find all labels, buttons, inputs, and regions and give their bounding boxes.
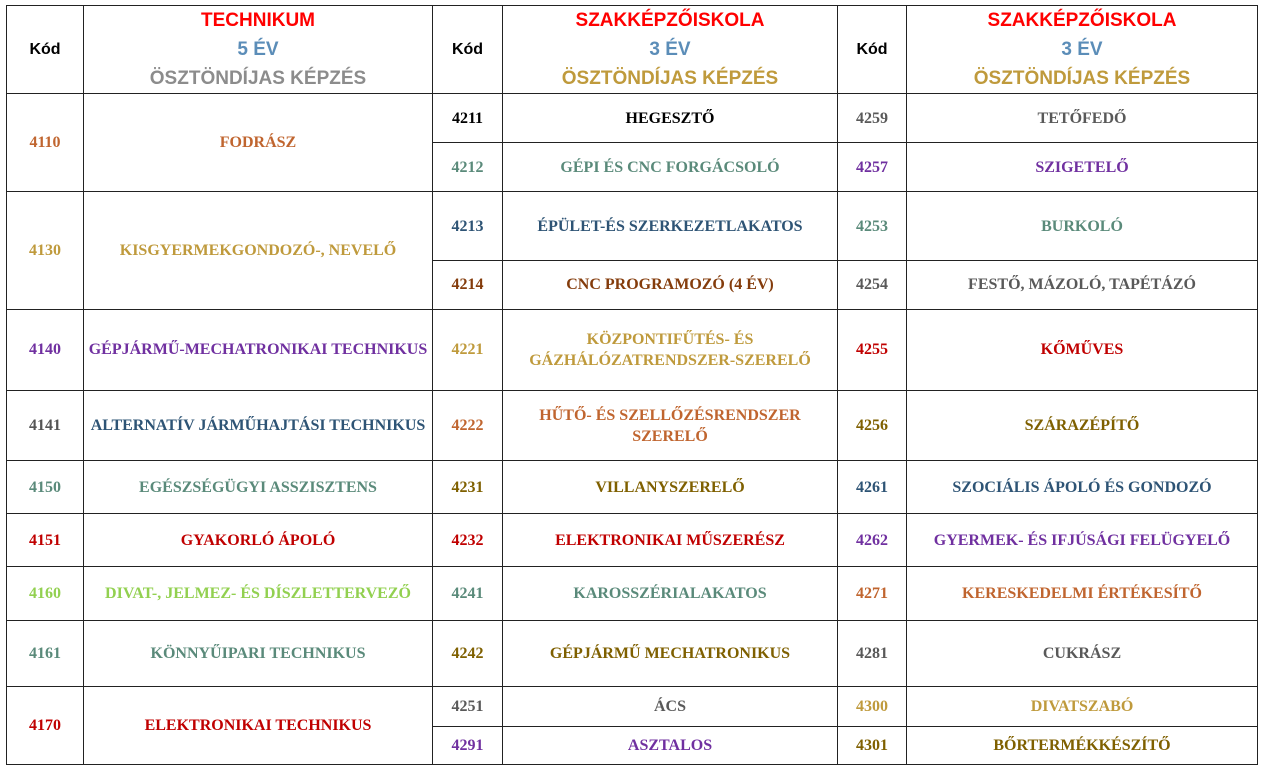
technikum-name: FODRÁSZ	[84, 94, 433, 192]
table-row	[7, 461, 1258, 514]
table-row	[7, 686, 1258, 726]
technikum-name: ALTERNATÍV JÁRMŰHAJTÁSI TECHNIKUS	[84, 390, 433, 460]
szakkepzo1-name: GÉPI ÉS CNC FORGÁCSOLÓ	[503, 143, 838, 192]
training-table	[6, 5, 1258, 765]
technikum-name: EGÉSZSÉGÜGYI ASSZISZTENS	[84, 461, 433, 514]
technikum-name: GYAKORLÓ ÁPOLÓ	[84, 514, 433, 567]
technikum-header	[84, 6, 433, 94]
szakkepzo1-code: 4291	[433, 726, 503, 764]
szakkepzo1-name: ELEKTRONIKAI MŰSZERÉSZ	[503, 514, 838, 567]
szakkepzo1-code: 4211	[433, 94, 503, 143]
technikum-subtitle: ÖSZTÖNDÍJAS KÉPZÉS	[149, 68, 367, 90]
szakkepzo1-code: 4222	[433, 390, 503, 460]
technikum-name: KÖNNYŰIPARI TECHNIKUS	[84, 620, 433, 686]
szakkepzo1-code: 4241	[433, 567, 503, 620]
table-row	[7, 620, 1258, 686]
szakkepzo1-name: VILLANYSZERELŐ	[503, 461, 838, 514]
szakkepzo2-name: GYERMEK- ÉS IFJÚSÁGI FELÜGYELŐ	[907, 514, 1258, 567]
szakkepzo1-name: ÉPÜLET-ÉS SZERKEZETLAKATOS	[503, 192, 838, 260]
szakkepzo2-code: 4253	[838, 192, 907, 260]
technikum-code: 4110	[7, 94, 84, 192]
szakkepzo1-header	[503, 6, 838, 94]
szakkepzo2-code: 4256	[838, 390, 907, 460]
table-row	[7, 309, 1258, 390]
szakkepzo1-name: HŰTŐ- ÉS SZELLŐZÉSRENDSZER SZERELŐ	[503, 390, 838, 460]
technikum-name: KISGYERMEKGONDOZÓ-, NEVELŐ	[84, 192, 433, 309]
szakkepzo2-subtitle: ÖSZTÖNDÍJAS KÉPZÉS	[973, 68, 1191, 90]
szakkepzo1-title: SZAKKÉPZŐISKOLA	[575, 10, 765, 32]
technikum-code: 4161	[7, 620, 84, 686]
szakkepzo2-code: 4255	[838, 309, 907, 390]
szakkepzo2-code: 4257	[838, 143, 907, 192]
technikum-code: 4140	[7, 309, 84, 390]
szakkepzo1-code: 4251	[433, 686, 503, 726]
szakkepzo2-code: 4261	[838, 461, 907, 514]
table-row	[7, 514, 1258, 567]
szakkepzo2-years: 3 ÉV	[1061, 39, 1103, 61]
technikum-code: 4141	[7, 390, 84, 460]
header-row	[7, 6, 1258, 94]
szakkepzo1-years: 3 ÉV	[649, 39, 691, 61]
szakkepzo2-code: 4254	[838, 260, 907, 309]
kod-header-szakkepzo2: Kód	[838, 6, 907, 94]
szakkepzo2-name: DIVATSZABÓ	[907, 686, 1258, 726]
szakkepzo1-name: CNC PROGRAMOZÓ (4 ÉV)	[503, 260, 838, 309]
szakkepzo1-code: 4214	[433, 260, 503, 309]
szakkepzo2-name: TETŐFEDŐ	[907, 94, 1258, 143]
kod-header-technikum: Kód	[7, 6, 84, 94]
szakkepzo1-subtitle: ÖSZTÖNDÍJAS KÉPZÉS	[561, 68, 779, 90]
szakkepzo2-name: KŐMŰVES	[907, 309, 1258, 390]
technikum-code: 4130	[7, 192, 84, 309]
technikum-code: 4151	[7, 514, 84, 567]
szakkepzo1-code: 4221	[433, 309, 503, 390]
technikum-name: GÉPJÁRMŰ-MECHATRONIKAI TECHNIKUS	[84, 309, 433, 390]
technikum-code: 4160	[7, 567, 84, 620]
szakkepzo2-code: 4271	[838, 567, 907, 620]
szakkepzo1-name: GÉPJÁRMŰ MECHATRONIKUS	[503, 620, 838, 686]
technikum-code: 4170	[7, 686, 84, 764]
szakkepzo1-code: 4212	[433, 143, 503, 192]
szakkepzo2-header	[907, 6, 1258, 94]
szakkepzo2-code: 4301	[838, 726, 907, 764]
szakkepzo2-name: CUKRÁSZ	[907, 620, 1258, 686]
technikum-title: TECHNIKUM	[201, 10, 315, 32]
szakkepzo2-name: BURKOLÓ	[907, 192, 1258, 260]
table-row	[7, 567, 1258, 620]
szakkepzo2-name: BŐRTERMÉKKÉSZÍTŐ	[907, 726, 1258, 764]
technikum-code: 4150	[7, 461, 84, 514]
szakkepzo1-code: 4213	[433, 192, 503, 260]
szakkepzo2-name: SZOCIÁLIS ÁPOLÓ ÉS GONDOZÓ	[907, 461, 1258, 514]
szakkepzo2-code: 4259	[838, 94, 907, 143]
szakkepzo2-code: 4281	[838, 620, 907, 686]
szakkepzo2-name: KERESKEDELMI ÉRTÉKESÍTŐ	[907, 567, 1258, 620]
szakkepzo1-name: ÁCS	[503, 686, 838, 726]
szakkepzo2-title: SZAKKÉPZŐISKOLA	[987, 10, 1177, 32]
szakkepzo1-name: KÖZPONTIFŰTÉS- ÉS GÁZHÁLÓZATRENDSZER-SZERELŐ	[503, 309, 838, 390]
szakkepzo1-code: 4232	[433, 514, 503, 567]
table-row	[7, 390, 1258, 460]
technikum-years: 5 ÉV	[237, 39, 279, 61]
szakkepzo1-code: 4242	[433, 620, 503, 686]
szakkepzo1-name: ASZTALOS	[503, 726, 838, 764]
technikum-name: DIVAT-, JELMEZ- ÉS DÍSZLETTERVEZŐ	[84, 567, 433, 620]
kod-header-szakkepzo1: Kód	[433, 6, 503, 94]
szakkepzo2-name: SZIGETELŐ	[907, 143, 1258, 192]
szakkepzo2-name: SZÁRAZÉPÍTŐ	[907, 390, 1258, 460]
szakkepzo2-name: FESTŐ, MÁZOLÓ, TAPÉTÁZÓ	[907, 260, 1258, 309]
szakkepzo1-code: 4231	[433, 461, 503, 514]
szakkepzo1-name: HEGESZTŐ	[503, 94, 838, 143]
table-row	[7, 94, 1258, 143]
table-row	[7, 192, 1258, 260]
technikum-name: ELEKTRONIKAI TECHNIKUS	[84, 686, 433, 764]
szakkepzo2-code: 4300	[838, 686, 907, 726]
szakkepzo2-code: 4262	[838, 514, 907, 567]
szakkepzo1-name: KAROSSZÉRIALAKATOS	[503, 567, 838, 620]
